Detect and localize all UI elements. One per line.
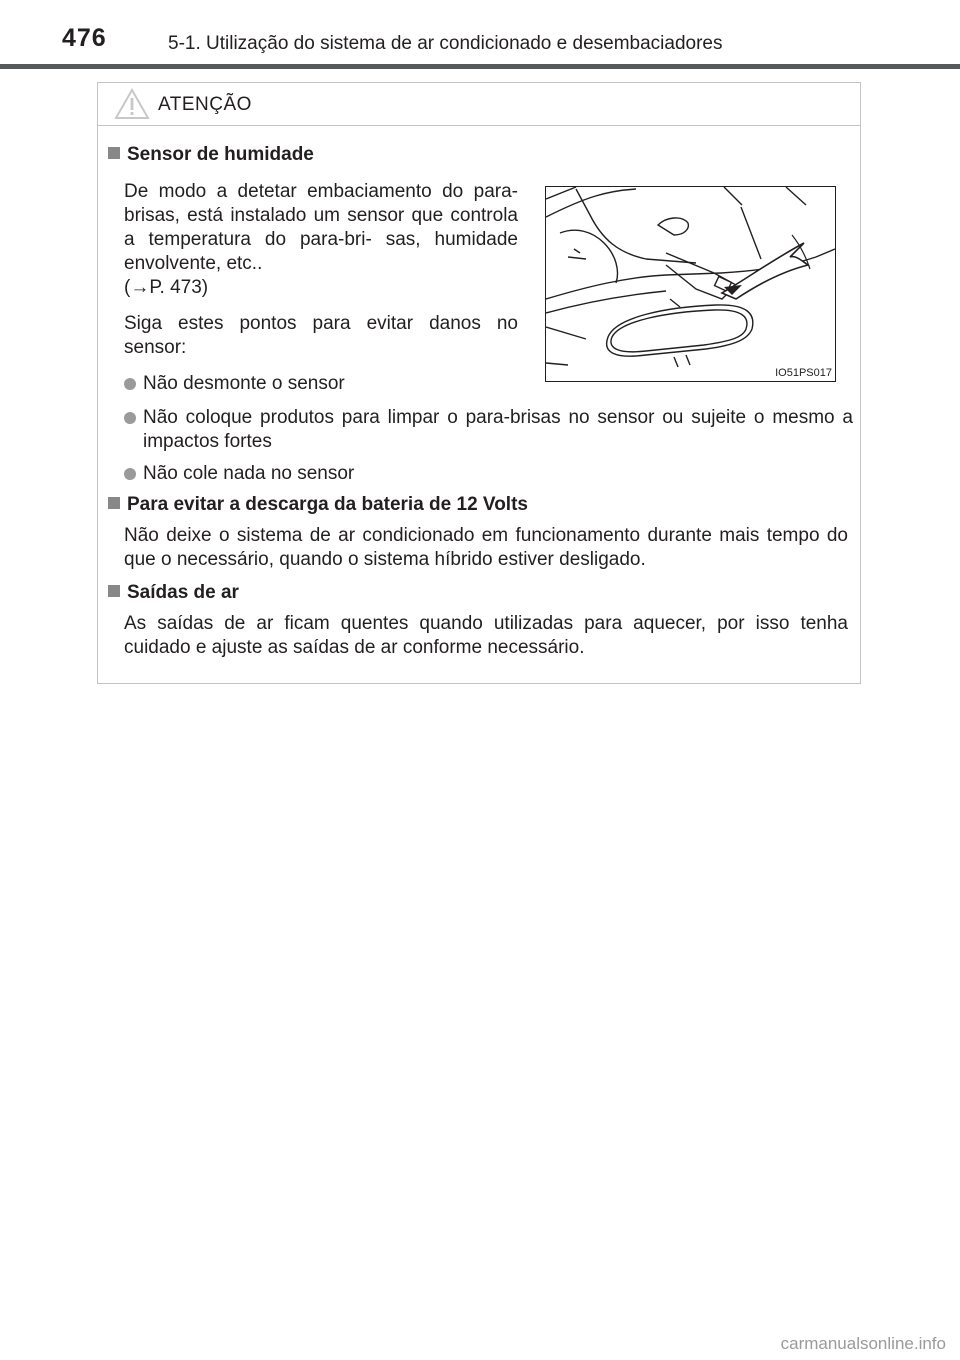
warning-triangle-icon [114, 88, 150, 120]
page-reference: (→P. 473) [124, 277, 209, 298]
heading-sensor-de-humidade: Sensor de humidade [108, 144, 314, 166]
bullet-dot-icon [124, 378, 136, 390]
caution-title: ATENÇÃO [158, 94, 252, 115]
heading-saidas-de-ar: Saídas de ar [108, 582, 239, 604]
sensor-instructions-paragraph: Siga estes pontos para evitar danos no sensor: [124, 313, 518, 358]
air-vents-paragraph: As saídas de ar ficam quentes quando utilizadas para aquecer, por isso tenha cuidado e ajuste as saídas de ar conforme necessário. [124, 613, 848, 658]
humidity-sensor-figure [545, 186, 836, 382]
caution-header [98, 83, 860, 126]
heading-square-icon [108, 497, 120, 509]
heading-battery-discharge: Para evitar a descarga da bateria de 12 Volts [108, 494, 528, 516]
bullet-item: Não cole nada no sensor [143, 462, 853, 486]
rearview-mirror-illustration [546, 187, 835, 381]
bullet-dot-icon [124, 468, 136, 480]
watermark: carmanualsonline.info [780, 1334, 946, 1353]
bullet-dot-icon [124, 412, 136, 424]
heading-square-icon [108, 585, 120, 597]
page-number: 476 [62, 24, 107, 52]
battery-paragraph: Não deixe o sistema de ar condicionado em funcionamento durante mais tempo do que o necessário, quando o sistema híbrido estiver desligado. [124, 525, 848, 570]
bullet-item: Não coloque produtos para limpar o para-brisas no sensor ou sujeite o mesmo a impactos fortes [143, 406, 853, 454]
section-title: 5-1. Utilização do sistema de ar condicionado e desembaciadores [168, 33, 723, 54]
bullet-item: Não desmonte o sensor [143, 372, 523, 396]
sensor-intro-paragraph: De modo a detetar embaciamento do para-brisas, está instalado um sensor que controla a temperatura do para-bri- sas, humidade envolvente, etc.. [124, 181, 518, 274]
heading-square-icon [108, 147, 120, 159]
figure-code: IO51PS017 [775, 367, 832, 379]
caution-box [97, 82, 861, 684]
header-rule [0, 64, 960, 69]
